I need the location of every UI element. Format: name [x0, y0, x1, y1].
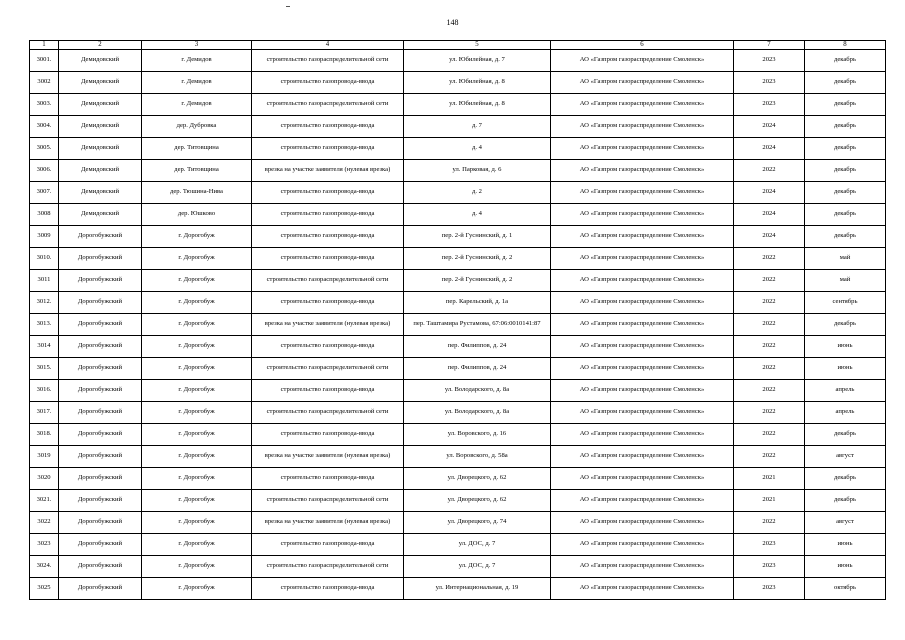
table-body [30, 49, 886, 599]
work-type-cell: строительство газопровода-ввода [252, 533, 404, 555]
table-row [30, 467, 886, 489]
locality-cell: г. Дорогобуж [142, 445, 252, 467]
locality-cell: дер. Дубровка [142, 115, 252, 137]
year-cell: 2022 [734, 511, 805, 533]
locality-cell: г. Дорогобуж [142, 533, 252, 555]
table-row [30, 93, 886, 115]
table-row [30, 203, 886, 225]
organization-cell: АО «Газпром газораспределение Смоленск» [551, 49, 734, 71]
work-type-cell: строительство газопровода-ввода [252, 115, 404, 137]
work-type-cell: строительство газопровода-ввода [252, 423, 404, 445]
month-cell: август [805, 445, 886, 467]
table-row [30, 291, 886, 313]
column-number-row [30, 41, 886, 50]
locality-cell: г. Дорогобуж [142, 379, 252, 401]
page-number: 148 [446, 18, 459, 27]
row-number-cell: 3003. [30, 93, 59, 115]
year-cell: 2021 [734, 489, 805, 511]
district-cell: Демидовский [59, 115, 142, 137]
organization-cell: АО «Газпром газораспределение Смоленск» [551, 467, 734, 489]
month-cell: октябрь [805, 577, 886, 599]
year-cell: 2022 [734, 401, 805, 423]
year-cell: 2023 [734, 555, 805, 577]
district-cell: Дорогобужский [59, 357, 142, 379]
column-number: 4 [252, 41, 404, 50]
month-cell: декабрь [805, 159, 886, 181]
work-type-cell: врезка на участке заявителя (нулевая врезка) [252, 159, 404, 181]
organization-cell: АО «Газпром газораспределение Смоленск» [551, 445, 734, 467]
district-cell: Дорогобужский [59, 533, 142, 555]
district-cell: Демидовский [59, 159, 142, 181]
year-cell: 2024 [734, 181, 805, 203]
year-cell: 2024 [734, 137, 805, 159]
year-cell: 2023 [734, 71, 805, 93]
month-cell: декабрь [805, 93, 886, 115]
month-cell: апрель [805, 401, 886, 423]
locality-cell: дер. Тюшина-Нива [142, 181, 252, 203]
locality-cell: г. Дорогобуж [142, 401, 252, 423]
work-type-cell: строительство газораспределительной сети [252, 401, 404, 423]
district-cell: Демидовский [59, 71, 142, 93]
organization-cell: АО «Газпром газораспределение Смоленск» [551, 159, 734, 181]
month-cell: апрель [805, 379, 886, 401]
table-row [30, 577, 886, 599]
table-row [30, 225, 886, 247]
row-number-cell: 3021. [30, 489, 59, 511]
row-number-cell: 3004. [30, 115, 59, 137]
month-cell: май [805, 269, 886, 291]
row-number-cell: 3022 [30, 511, 59, 533]
year-cell: 2022 [734, 379, 805, 401]
month-cell: сентябрь [805, 291, 886, 313]
table-row [30, 159, 886, 181]
locality-cell: г. Дорогобуж [142, 335, 252, 357]
month-cell: декабрь [805, 49, 886, 71]
year-cell: 2022 [734, 247, 805, 269]
row-number-cell: 3015. [30, 357, 59, 379]
address-cell: ул. Парковая, д. 6 [404, 159, 551, 181]
table-row [30, 357, 886, 379]
district-cell: Дорогобужский [59, 269, 142, 291]
year-cell: 2023 [734, 533, 805, 555]
address-cell: ул. Дворецкого, д. 62 [404, 489, 551, 511]
organization-cell: АО «Газпром газораспределение Смоленск» [551, 489, 734, 511]
address-cell: пер. Карельский, д. 1а [404, 291, 551, 313]
year-cell: 2022 [734, 357, 805, 379]
organization-cell: АО «Газпром газораспределение Смоленск» [551, 313, 734, 335]
column-number: 1 [30, 41, 59, 50]
table-row [30, 379, 886, 401]
organization-cell: АО «Газпром газораспределение Смоленск» [551, 181, 734, 203]
organization-cell: АО «Газпром газораспределение Смоленск» [551, 533, 734, 555]
year-cell: 2023 [734, 49, 805, 71]
address-cell: ул. ДОС, д. 7 [404, 555, 551, 577]
row-number-cell: 3002 [30, 71, 59, 93]
row-number-cell: 3017. [30, 401, 59, 423]
month-cell: декабрь [805, 489, 886, 511]
district-cell: Демидовский [59, 203, 142, 225]
table-row [30, 137, 886, 159]
row-number-cell: 3024. [30, 555, 59, 577]
organization-cell: АО «Газпром газораспределение Смоленск» [551, 379, 734, 401]
month-cell: декабрь [805, 115, 886, 137]
address-cell: ул. Воровского, д. 58а [404, 445, 551, 467]
work-type-cell: врезка на участке заявителя (нулевая врезка) [252, 313, 404, 335]
locality-cell: г. Дорогобуж [142, 555, 252, 577]
column-number: 8 [805, 41, 886, 50]
table-row [30, 181, 886, 203]
address-cell: пер. Таштамира Рустамова, 67:06:0010141:87 [404, 313, 551, 335]
month-cell: июнь [805, 555, 886, 577]
work-type-cell: строительство газопровода-ввода [252, 467, 404, 489]
locality-cell: г. Дорогобуж [142, 423, 252, 445]
organization-cell: АО «Газпром газораспределение Смоленск» [551, 335, 734, 357]
month-cell: декабрь [805, 181, 886, 203]
address-cell: ул. Володарского, д. 8а [404, 401, 551, 423]
district-cell: Дорогобужский [59, 423, 142, 445]
row-number-cell: 3020 [30, 467, 59, 489]
row-number-cell: 3013. [30, 313, 59, 335]
month-cell: июнь [805, 533, 886, 555]
locality-cell: г. Дорогобуж [142, 225, 252, 247]
work-type-cell: строительство газораспределительной сети [252, 489, 404, 511]
locality-cell: г. Дорогобуж [142, 467, 252, 489]
organization-cell: АО «Газпром газораспределение Смоленск» [551, 291, 734, 313]
district-cell: Демидовский [59, 137, 142, 159]
district-cell: Дорогобужский [59, 489, 142, 511]
row-number-cell: 3023 [30, 533, 59, 555]
organization-cell: АО «Газпром газораспределение Смоленск» [551, 225, 734, 247]
address-cell: ул. Юбилейная, д. 7 [404, 49, 551, 71]
column-number: 7 [734, 41, 805, 50]
column-number: 2 [59, 41, 142, 50]
organization-cell: АО «Газпром газораспределение Смоленск» [551, 71, 734, 93]
year-cell: 2022 [734, 313, 805, 335]
locality-cell: г. Дорогобуж [142, 247, 252, 269]
address-cell: пер. Филиппов, д. 24 [404, 357, 551, 379]
row-number-cell: 3001. [30, 49, 59, 71]
table-row [30, 269, 886, 291]
year-cell: 2024 [734, 115, 805, 137]
organization-cell: АО «Газпром газораспределение Смоленск» [551, 555, 734, 577]
work-type-cell: строительство газопровода-ввода [252, 71, 404, 93]
work-type-cell: строительство газопровода-ввода [252, 137, 404, 159]
locality-cell: дер. Титовщина [142, 159, 252, 181]
district-cell: Дорогобужский [59, 313, 142, 335]
row-number-cell: 3019 [30, 445, 59, 467]
work-type-cell: строительство газопровода-ввода [252, 335, 404, 357]
row-number-cell: 3006. [30, 159, 59, 181]
work-type-cell: строительство газопровода-ввода [252, 225, 404, 247]
address-cell: ул. Дворецкого, д. 62 [404, 467, 551, 489]
address-cell: ул. Дворецкого, д. 74 [404, 511, 551, 533]
address-cell: пер. Филиппов, д. 24 [404, 335, 551, 357]
work-type-cell: строительство газопровода-ввода [252, 181, 404, 203]
organization-cell: АО «Газпром газораспределение Смоленск» [551, 577, 734, 599]
locality-cell: г. Демидов [142, 93, 252, 115]
work-type-cell: строительство газораспределительной сети [252, 269, 404, 291]
address-cell: пер. 2-й Гуснинский, д. 1 [404, 225, 551, 247]
organization-cell: АО «Газпром газораспределение Смоленск» [551, 269, 734, 291]
table-row [30, 511, 886, 533]
address-cell: ул. Воровского, д. 16 [404, 423, 551, 445]
year-cell: 2022 [734, 159, 805, 181]
organization-cell: АО «Газпром газораспределение Смоленск» [551, 401, 734, 423]
table-row [30, 423, 886, 445]
row-number-cell: 3011 [30, 269, 59, 291]
district-cell: Дорогобужский [59, 577, 142, 599]
table-row [30, 489, 886, 511]
address-cell: ул. ДОС, д. 7 [404, 533, 551, 555]
year-cell: 2021 [734, 467, 805, 489]
year-cell: 2022 [734, 335, 805, 357]
address-cell: пер. 2-й Гуснинский, д. 2 [404, 269, 551, 291]
locality-cell: г. Демидов [142, 49, 252, 71]
table-row [30, 71, 886, 93]
address-cell: ул. Интернациональная, д. 19 [404, 577, 551, 599]
organization-cell: АО «Газпром газораспределение Смоленск» [551, 511, 734, 533]
district-cell: Дорогобужский [59, 555, 142, 577]
district-cell: Дорогобужский [59, 335, 142, 357]
organization-cell: АО «Газпром газораспределение Смоленск» [551, 247, 734, 269]
month-cell: декабрь [805, 137, 886, 159]
district-cell: Дорогобужский [59, 401, 142, 423]
work-type-cell: строительство газораспределительной сети [252, 555, 404, 577]
district-cell: Дорогобужский [59, 225, 142, 247]
month-cell: июнь [805, 335, 886, 357]
district-cell: Демидовский [59, 93, 142, 115]
address-cell: д. 7 [404, 115, 551, 137]
column-number: 3 [142, 41, 252, 50]
district-cell: Дорогобужский [59, 511, 142, 533]
table-row [30, 335, 886, 357]
locality-cell: г. Демидов [142, 71, 252, 93]
row-number-cell: 3014 [30, 335, 59, 357]
table-row [30, 313, 886, 335]
row-number-cell: 3005. [30, 137, 59, 159]
month-cell: декабрь [805, 71, 886, 93]
district-cell: Дорогобужский [59, 247, 142, 269]
organization-cell: АО «Газпром газораспределение Смоленск» [551, 203, 734, 225]
table-row [30, 555, 886, 577]
address-cell: пер. 2-й Гуснинский, д. 2 [404, 247, 551, 269]
address-cell: ул. Юбилейная, д. 8 [404, 71, 551, 93]
locality-cell: дер. Юшково [142, 203, 252, 225]
work-type-cell: строительство газопровода-ввода [252, 203, 404, 225]
month-cell: декабрь [805, 423, 886, 445]
work-type-cell: строительство газораспределительной сети [252, 93, 404, 115]
district-cell: Демидовский [59, 49, 142, 71]
organization-cell: АО «Газпром газораспределение Смоленск» [551, 137, 734, 159]
row-number-cell: 3025 [30, 577, 59, 599]
year-cell: 2022 [734, 423, 805, 445]
row-number-cell: 3012. [30, 291, 59, 313]
address-cell: д. 4 [404, 137, 551, 159]
column-number: 5 [404, 41, 551, 50]
organization-cell: АО «Газпром газораспределение Смоленск» [551, 115, 734, 137]
year-cell: 2022 [734, 445, 805, 467]
year-cell: 2023 [734, 577, 805, 599]
scan-artifact [286, 6, 290, 7]
address-cell: ул. Юбилейная, д. 8 [404, 93, 551, 115]
year-cell: 2023 [734, 93, 805, 115]
locality-cell: г. Дорогобуж [142, 357, 252, 379]
table-row [30, 533, 886, 555]
month-cell: декабрь [805, 225, 886, 247]
table-row [30, 49, 886, 71]
address-cell: д. 2 [404, 181, 551, 203]
work-type-cell: строительство газопровода-ввода [252, 577, 404, 599]
district-cell: Дорогобужский [59, 291, 142, 313]
district-cell: Дорогобужский [59, 467, 142, 489]
row-number-cell: 3016. [30, 379, 59, 401]
organization-cell: АО «Газпром газораспределение Смоленск» [551, 423, 734, 445]
gasification-table [29, 40, 886, 600]
address-cell: ул. Володарского, д. 8а [404, 379, 551, 401]
row-number-cell: 3010. [30, 247, 59, 269]
row-number-cell: 3018. [30, 423, 59, 445]
district-cell: Дорогобужский [59, 379, 142, 401]
table-row [30, 247, 886, 269]
locality-cell: г. Дорогобуж [142, 489, 252, 511]
year-cell: 2022 [734, 291, 805, 313]
row-number-cell: 3007. [30, 181, 59, 203]
work-type-cell: врезка на участке заявителя (нулевая врезка) [252, 511, 404, 533]
locality-cell: г. Дорогобуж [142, 269, 252, 291]
work-type-cell: строительство газопровода-ввода [252, 291, 404, 313]
table-row [30, 115, 886, 137]
work-type-cell: врезка на участке заявителя (нулевая врезка) [252, 445, 404, 467]
year-cell: 2022 [734, 269, 805, 291]
address-cell: д. 4 [404, 203, 551, 225]
month-cell: июнь [805, 357, 886, 379]
locality-cell: г. Дорогобуж [142, 291, 252, 313]
work-type-cell: строительство газопровода-ввода [252, 379, 404, 401]
work-type-cell: строительство газораспределительной сети [252, 49, 404, 71]
locality-cell: г. Дорогобуж [142, 313, 252, 335]
district-cell: Демидовский [59, 181, 142, 203]
organization-cell: АО «Газпром газораспределение Смоленск» [551, 93, 734, 115]
column-number: 6 [551, 41, 734, 50]
table-row [30, 445, 886, 467]
row-number-cell: 3008 [30, 203, 59, 225]
month-cell: август [805, 511, 886, 533]
month-cell: май [805, 247, 886, 269]
work-type-cell: строительство газораспределительной сети [252, 357, 404, 379]
row-number-cell: 3009 [30, 225, 59, 247]
month-cell: декабрь [805, 203, 886, 225]
month-cell: декабрь [805, 467, 886, 489]
locality-cell: г. Дорогобуж [142, 511, 252, 533]
organization-cell: АО «Газпром газораспределение Смоленск» [551, 357, 734, 379]
year-cell: 2024 [734, 203, 805, 225]
year-cell: 2024 [734, 225, 805, 247]
locality-cell: г. Дорогобуж [142, 577, 252, 599]
table-row [30, 401, 886, 423]
locality-cell: дер. Титовщина [142, 137, 252, 159]
month-cell: декабрь [805, 313, 886, 335]
work-type-cell: строительство газопровода-ввода [252, 247, 404, 269]
district-cell: Дорогобужский [59, 445, 142, 467]
